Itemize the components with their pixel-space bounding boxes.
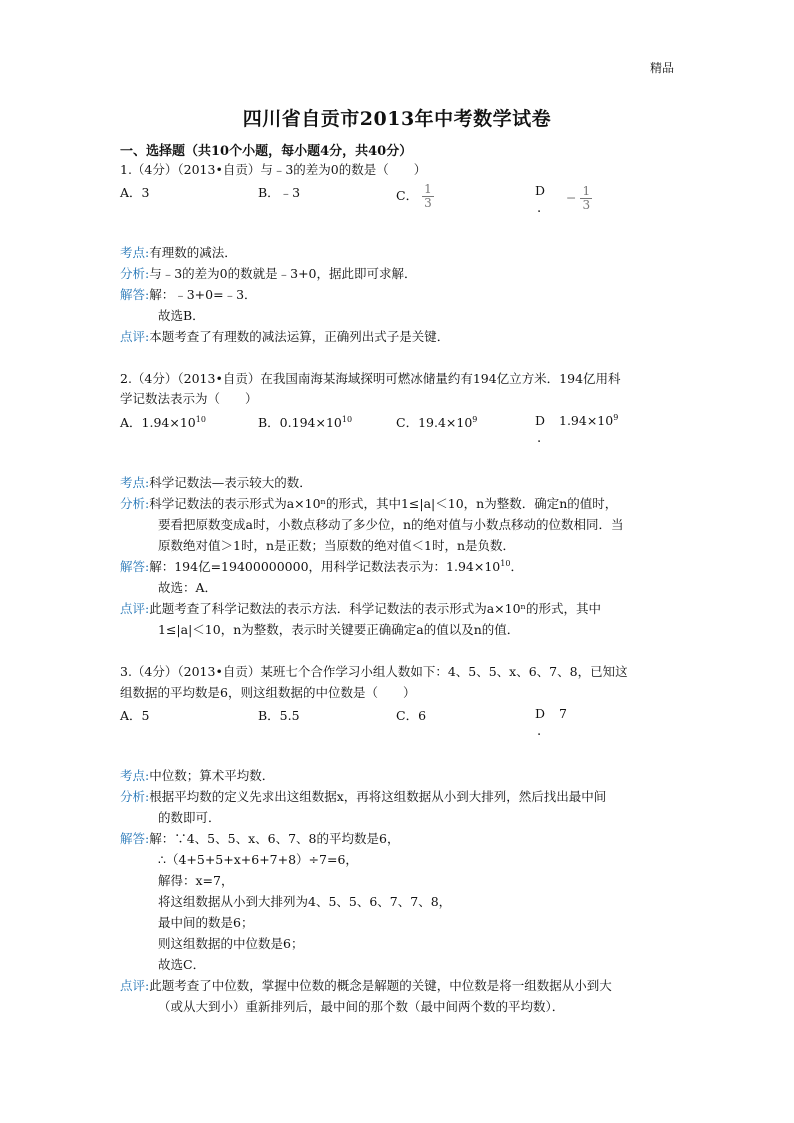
q3-option-d-value: 7	[559, 706, 567, 721]
q3-fenxi	[120, 787, 606, 807]
q1-kaodian-text: 有理数的减法．	[149, 245, 237, 260]
q2-kaodian-text: 科学记数法—表示较大的数．	[149, 475, 312, 490]
watermark: 精品	[650, 61, 675, 75]
q2-a-base: A．1.94×10	[120, 415, 196, 430]
q2-dianping-line2: 1≤|a|＜10，n为整数，表示时关键要正确确定a的值以及n的值．	[158, 622, 520, 637]
jieda-label: 解答:	[120, 559, 150, 574]
q3-fenxi-text: 根据平均数的定义先求出这组数据x，再将这组数据从小到大排列，然后找出最中间	[149, 789, 607, 804]
q2-option-b	[258, 413, 352, 431]
q3-jieda-line7: 故选C．	[158, 957, 206, 972]
q3-jieda-text: 解：∵4、5、5、x、6、7、8的平均数是6，	[149, 831, 400, 846]
q2-fenxi-text: 科学记数法的表示形式为a×10ⁿ的形式，其中1≤|a|＜10，n为整数．确定n的值时，	[149, 496, 618, 511]
q3-jieda-line6: 则这组数据的中位数是6；	[158, 936, 304, 951]
dianping-label: 点评:	[120, 329, 150, 344]
q1-c-denominator: 3	[424, 196, 432, 210]
fenxi-label: 分析:	[120, 496, 150, 511]
q2-fenxi-line3: 原数绝对值＞1时，n是正数；当原数的绝对值＜1时，n是负数．	[158, 538, 516, 553]
q1-stem: 1.（4分）（2013•自贡）与﹣3的差为0的数是（ ）	[120, 162, 427, 177]
section-heading: 一、选择题（共10个小题，每小题4分，共40分）	[120, 144, 413, 159]
q1-d-denominator: 3	[582, 198, 591, 212]
q1-option-d-value	[566, 185, 592, 212]
q2-b-exp: 10	[341, 414, 353, 424]
q3-jieda-line4: 将这组数据从小到大排列为4、5、5、6、7、7、8，	[158, 894, 452, 909]
q3-dianping-text: 此题考查了中位数，掌握中位数的概念是解题的关键，中位数是将一组数据从小到大	[149, 978, 612, 993]
q1-option-b: B．﹣3	[258, 185, 301, 200]
q2-d-base: 1.94×10	[559, 413, 614, 428]
q3-stem-line2: 组数据的平均数是6，则这组数据的中位数是（ ）	[120, 685, 416, 700]
q1-fenxi-text: 与﹣3的差为0的数就是﹣3+0，据此即可求解．	[149, 266, 417, 281]
q2-option-d-dot: .	[537, 431, 542, 446]
q2-jieda-end: ．	[510, 559, 523, 574]
q1-option-d-fraction	[580, 185, 592, 212]
q1-option-a: A．3	[120, 185, 150, 200]
q3-option-d-dot: .	[537, 724, 542, 739]
q1-c-numerator: 1	[424, 182, 432, 196]
q2-a-exp: 10	[195, 414, 206, 424]
q2-jieda-text: 解：194亿=19400000000，用科学记数法表示为：1.94×10	[149, 559, 501, 574]
q2-fenxi-line2: 要看把原数变成a时，小数点移动了多少位，n的绝对值与小数点移动的位数相同．当	[158, 517, 624, 532]
q3-kaodian	[120, 766, 274, 786]
q2-c-exp: 9	[472, 414, 478, 424]
q1-dianping-text: 本题考查了有理数的减法运算，正确列出式子是关键．	[149, 329, 450, 344]
dianping-label: 点评:	[120, 978, 150, 993]
q1-d-sign: −	[566, 190, 577, 205]
q2-kaodian	[120, 473, 312, 493]
q3-jieda-line2: ∴（4+5+5+x+6+7+8）÷7=6，	[158, 852, 358, 867]
q1-option-d-label: D	[535, 183, 546, 198]
jieda-label: 解答:	[120, 287, 150, 302]
fenxi-label: 分析:	[120, 789, 150, 804]
q3-option-d-label: D	[535, 706, 546, 721]
q2-b-base: B．0.194×10	[258, 415, 342, 430]
q1-d-numerator: 1	[582, 184, 591, 198]
jieda-label: 解答:	[120, 831, 150, 846]
q3-jieda-line3: 解得：x=7，	[158, 873, 234, 888]
q1-kaodian	[120, 243, 237, 263]
q2-stem-line1: 2.（4分）（2013•自贡）在我国南海某海域探明可燃冰储量约有194亿立方米．194亿用科	[120, 371, 621, 386]
q1-jieda-line2: 故选B．	[158, 308, 205, 323]
q3-stem-line1: 3.（4分）（2013•自贡）某班七个合作学习小组人数如下：4、5、5、x、6、7、8，已知这	[120, 664, 628, 679]
q2-option-c	[396, 413, 477, 431]
q2-option-d-label: D	[535, 413, 546, 428]
q3-dianping	[120, 976, 612, 996]
q2-jieda-exp: 10	[500, 558, 511, 568]
q2-stem-line2: 学记数法表示为（ ）	[120, 391, 258, 406]
q3-option-c: C．6	[396, 708, 427, 723]
dianping-label: 点评:	[120, 601, 150, 616]
q3-jieda	[120, 829, 399, 849]
q2-d-exp: 9	[613, 412, 619, 422]
q1-dianping	[120, 327, 449, 347]
q3-dianping-line2: （或从大到小）重新排列后，最中间的那个数（最中间两个数的平均数）．	[158, 999, 565, 1014]
kaodian-label: 考点:	[120, 768, 150, 783]
q1-fenxi	[120, 264, 417, 284]
q2-c-base: C．19.4×10	[396, 415, 473, 430]
q1-jieda-text: 解：﹣3+0=﹣3．	[149, 287, 257, 302]
q2-dianping	[120, 599, 601, 619]
kaodian-label: 考点:	[120, 245, 150, 260]
q2-option-d-value	[559, 413, 618, 428]
q1-option-d-dot: .	[537, 201, 542, 216]
q1-option-c	[396, 183, 434, 210]
q3-option-b: B．5.5	[258, 708, 300, 723]
q2-option-a	[120, 413, 206, 431]
q1-option-c-label: C．	[396, 188, 419, 203]
q3-kaodian-text: 中位数；算术平均数．	[149, 768, 275, 783]
q3-fenxi-line2: 的数即可．	[158, 810, 221, 825]
q2-jieda-line2: 故选：A．	[158, 580, 218, 595]
q1-jieda	[120, 285, 257, 305]
q3-jieda-line5: 最中间的数是6；	[158, 915, 254, 930]
q3-option-a: A．5	[120, 708, 150, 723]
q2-jieda	[120, 557, 523, 577]
q2-fenxi	[120, 494, 617, 514]
page-title: 四川省自贡市2013年中考数学试卷	[242, 108, 552, 130]
q1-option-c-fraction	[422, 183, 434, 210]
fenxi-label: 分析:	[120, 266, 150, 281]
q2-dianping-text: 此题考查了科学记数法的表示方法．科学记数法的表示形式为a×10ⁿ的形式，其中	[149, 601, 601, 616]
kaodian-label: 考点:	[120, 475, 150, 490]
